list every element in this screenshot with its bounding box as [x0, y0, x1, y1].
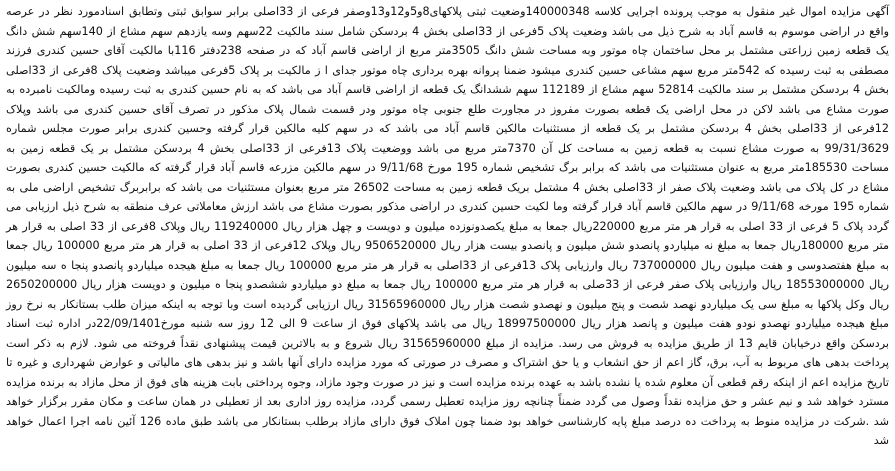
auction-notice-body: آگهی مزایده اموال غیر منقول به موجب پرونده اجرایی کلاسه 140000348وضعیت ثبتی پلاکهای8و5و12و13وصفر فرعی از 33اصلی برابر سوابق ثبتی وتطابق اسنادمورد نظر در عرصه واقع در اراضی موسوم به قاسم آباد به شرح ذیل می باشد وضعیت پلاک 5فرعی از 33اصلی بخش 4 بردسکن شامل سند مالکیت 22سهم وسه یازدهم سهم مشاع از 140سهم شش دانگ یک قطعه زمین زراعتی مشتمل بر محل ساختمان چاه موتور وبه مساحت شش دانگ 3505متر مربع از اراضی قاسم آباد که در صفحه 238دفتر 116با مالکیت آقای حسین کندری فرزند مصطفی به ثبت رسیده که 542متر مربع سهم مشاعی حسین کندری میشود ضمنا پروانه بهره برداری چاه موتور جدای ا ز مالکیت بر پلاک 5فرعی میباشد وضعیت پلاک 8فرعی از 33اصلی بخش 4 بردسکن مشتمل بر سند مالکیت 52814 سهم مشاع از 112189 سهم ششدانگ یک قطعه از اراضی قاسم آباد می باشد که به نام حسین کندری به ثبت رسیده ومالکیت نامبرده به صورت مشاع می باشد لاکن در محل اراضی یک قطعه بصورت مفروز در مجاورت طلع جنوبی چاه موتور ودر قسمت شمال پلاک مذکور در تصرف آقای حسین کندری می باشد وپلاک 12فرعی از 33اصلی بخش 4 بردسکن مشتمل بر یک قطعه از مستثنیات مالکین قاسم آباد می باشد که در سهم کلیه مالکین قرار گرفته وحسین کندری برابر صورت مجلس شماره 99/31/3629 به صورت مشاع نسبت به قطعه زمین به مساحت کل آن 7370متر مربع می باشد ووضعیت پلاک 13فرعی از 33اصلی بخش 4 بردسکن مشتمل بر یک قطعه زمین به مساحت 185530متر مربع به عنوان مستثنیات می باشد که برابر برگ تشخیص شماره 195 مورخ 9/11/68 در سهم مالکین مزرعه قاسم آباد قرار گرفته که مالکیت حسین کندری بصورت مشاع در کل پلاک می باشد وضعیت پلاک صفر از 33اصلی بخش 4 مشتمل بریک قطعه زمین به مساحت 26502 متر مربع بعنوان مستثنیات می باشد که برابربرگ تشخیص اراضی ملی به شماره 195 مورخه 9/11/68 در سهم مالکین قاسم آباد قرار گرفته وما لکیت حسین کندری در اراضی مذکور بصورت مشاع می باشد ارزش معاملاتی عرف منطقه به شرح ذیل ارزیابی می گردد پلاک 5 فرعی از 33 اصلی به قرار هر متر مربع 220000ریال جمعا به مبلغ یکصدونوزده میلیون و دویست و چهل هزار ریال 119240000 ریال وپلاک 8فرعی از 33 اصلی به قرار هر متر مربع 180000ریال جمعا به مبلغ نه میلیاردو پانصدو شش میلیون و پانصدو بیست هزار ریال 9506520000 ریال وپلاک 12فرعی از 33 اصلی به قرار هر متر مربع 100000 ریال جمعا به مبلغ هفتصدوسی و هفت میلیون ریال 737000000 ریال وارزیابی پلاک 13فرعی از 33اصلی به قرار هر متر مربع 100000 ریال جمعا به مبلغ هیجده میلیاردو پانصدو پنجا ه سه میلیون ریال 18553000000 ریال وارزیابی پلاک صفر فرعی از 33صلی به قرار هر متر مربع 100000 ریال جمعا به مبلغ دو میلیاردو ششصدو پنجا ه میلیون و دویست هزار ریال 2650200000 ریال وکل پلاکها به مبلغ سی یک میلیاردو نهصد شصت و پنج میلیون و نهصدو شصت هزار ریال 31565960000 ریال ارزیابی گردیده است وبا توجه به اینکه میزان طلب بستانکار به نرخ روز مبلغ هیجده میلیاردو نهصدو نودو هفت میلیون و پانصد هزار ریال 18997500000 ریال می باشد پلاکهای فوق از ساعت 9 الی 12 روز سه شنبه مورخ22/09/1401در اداره ثبت اسناد بردسکن واقع درخیابان قایم 13 از طریق مزایده به فروش می رسد. مزایده از مبلغ 31565960000 ریال شروع و به بالاترین قیمت پیشنهادی نقداً فروخته می شود. لازم به ذکر است پرداخت بدهی های مربوط به آب، برق، گاز اعم از حق انشعاب و یا حق اشتراک و مصرف در صورتی که مورد مزایده دارای آنها باشد و نیز بدهی های مالیاتی و عوارض شهرداری و غیره تا تاریخ مزایده اعم از اینکه رقم قطعی آن معلوم شده یا نشده باشد به عهده برنده مزایده است و نیز در صورت وجود مازاد، وجوه پرداختی بابت هزینه های فوق از محل مازاد به برنده مزایده مسترد خواهد شد و نیم عشر و حق مزایده نقداً وصول می گردد ضمناً چنانچه روز مزایده تعطیل رسمی گردد، مزایده روز اداری بعد از تعطیلی در همان ساعت و مکان مقرر برگزار خواهد شد .شرکت در مزایده منوط به پرداخت ده درصد مبلغ پایه کارشناسی خواهد بود ضمنا چون املاک فوق دارای مازاد برطلب بستانکار می باشد طبق ماده 126 آئین نامه اجرا اعمال خواهد شد [6, 5, 890, 447]
